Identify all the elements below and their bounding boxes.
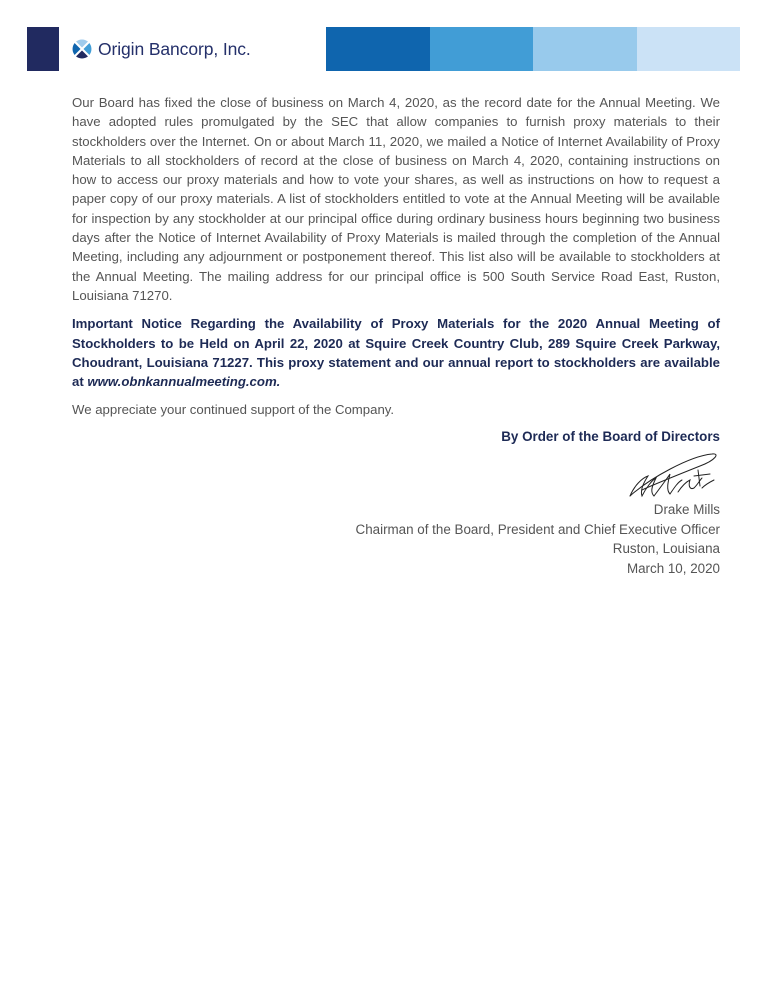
company-logo	[72, 36, 251, 62]
header-color-bar	[326, 27, 740, 71]
document-body	[72, 93, 720, 429]
record-date-paragraph: Our Board has fixed the close of business on March 4, 2020, as the record date for the Annual Meeting. We have adopted rules promulgated by the SEC that allow companies to furnish proxy materials to their stockholders over the Internet. On or about March 11, 2020, we mailed a Notice of Internet Availability of Proxy Materials to all stockholders of record at the close of business on March 4, 2020, containing instructions on how to access our proxy materials and how to vote your shares, as well as instructions on how to request a paper copy of our proxy materials. A list of stockholders entitled to vote at the Annual Meeting will be available for inspection by any stockholder at our principal office during ordinary business hours beginning two business days after the Notice of Internet Availability of Proxy Materials is mailed through the completion of the Annual Meeting, including any adjournment or postponement thereof. This list also will be available to stockholders at the Annual Meeting. The mailing address for our principal office is 500 South Service Road East, Ruston, Louisiana 71270.	[72, 95, 720, 303]
important-notice-paragraph	[72, 314, 720, 391]
color-block-3	[533, 27, 637, 71]
notice-text: Important Notice Regarding the Availability of Proxy Materials for the 2020 Annual Meeting of Stockholders to be Held on April 22, 2020 at Squire Creek Country Club, 289 Squire Creek Parkway, Choudrant, Louisiana 71227. This proxy statement and our annual report to stockholders are available at	[72, 316, 720, 390]
color-block-4	[637, 27, 741, 71]
page-header	[0, 0, 768, 80]
signature-image	[620, 448, 730, 503]
signature-date: March 10, 2020	[626, 560, 720, 576]
annual-meeting-url[interactable]: www.obnkannualmeeting.com.	[87, 374, 281, 390]
header-navy-block	[27, 27, 59, 71]
company-name: Origin Bancorp, Inc.	[98, 38, 251, 59]
signer-location: Ruston, Louisiana	[612, 541, 720, 556]
signer-title: Chairman of the Board, President and Chief Executive Officer	[355, 521, 720, 537]
handwritten-signature-icon	[620, 448, 730, 503]
signoff-heading: By Order of the Board of Directors	[501, 429, 720, 444]
origin-logo-icon	[72, 39, 92, 59]
signer-details	[356, 500, 720, 578]
color-block-1	[326, 27, 430, 71]
signer-name: Drake Mills	[653, 502, 720, 517]
closing-paragraph: We appreciate your continued support of the Company.	[72, 402, 395, 418]
color-block-2	[430, 27, 534, 71]
